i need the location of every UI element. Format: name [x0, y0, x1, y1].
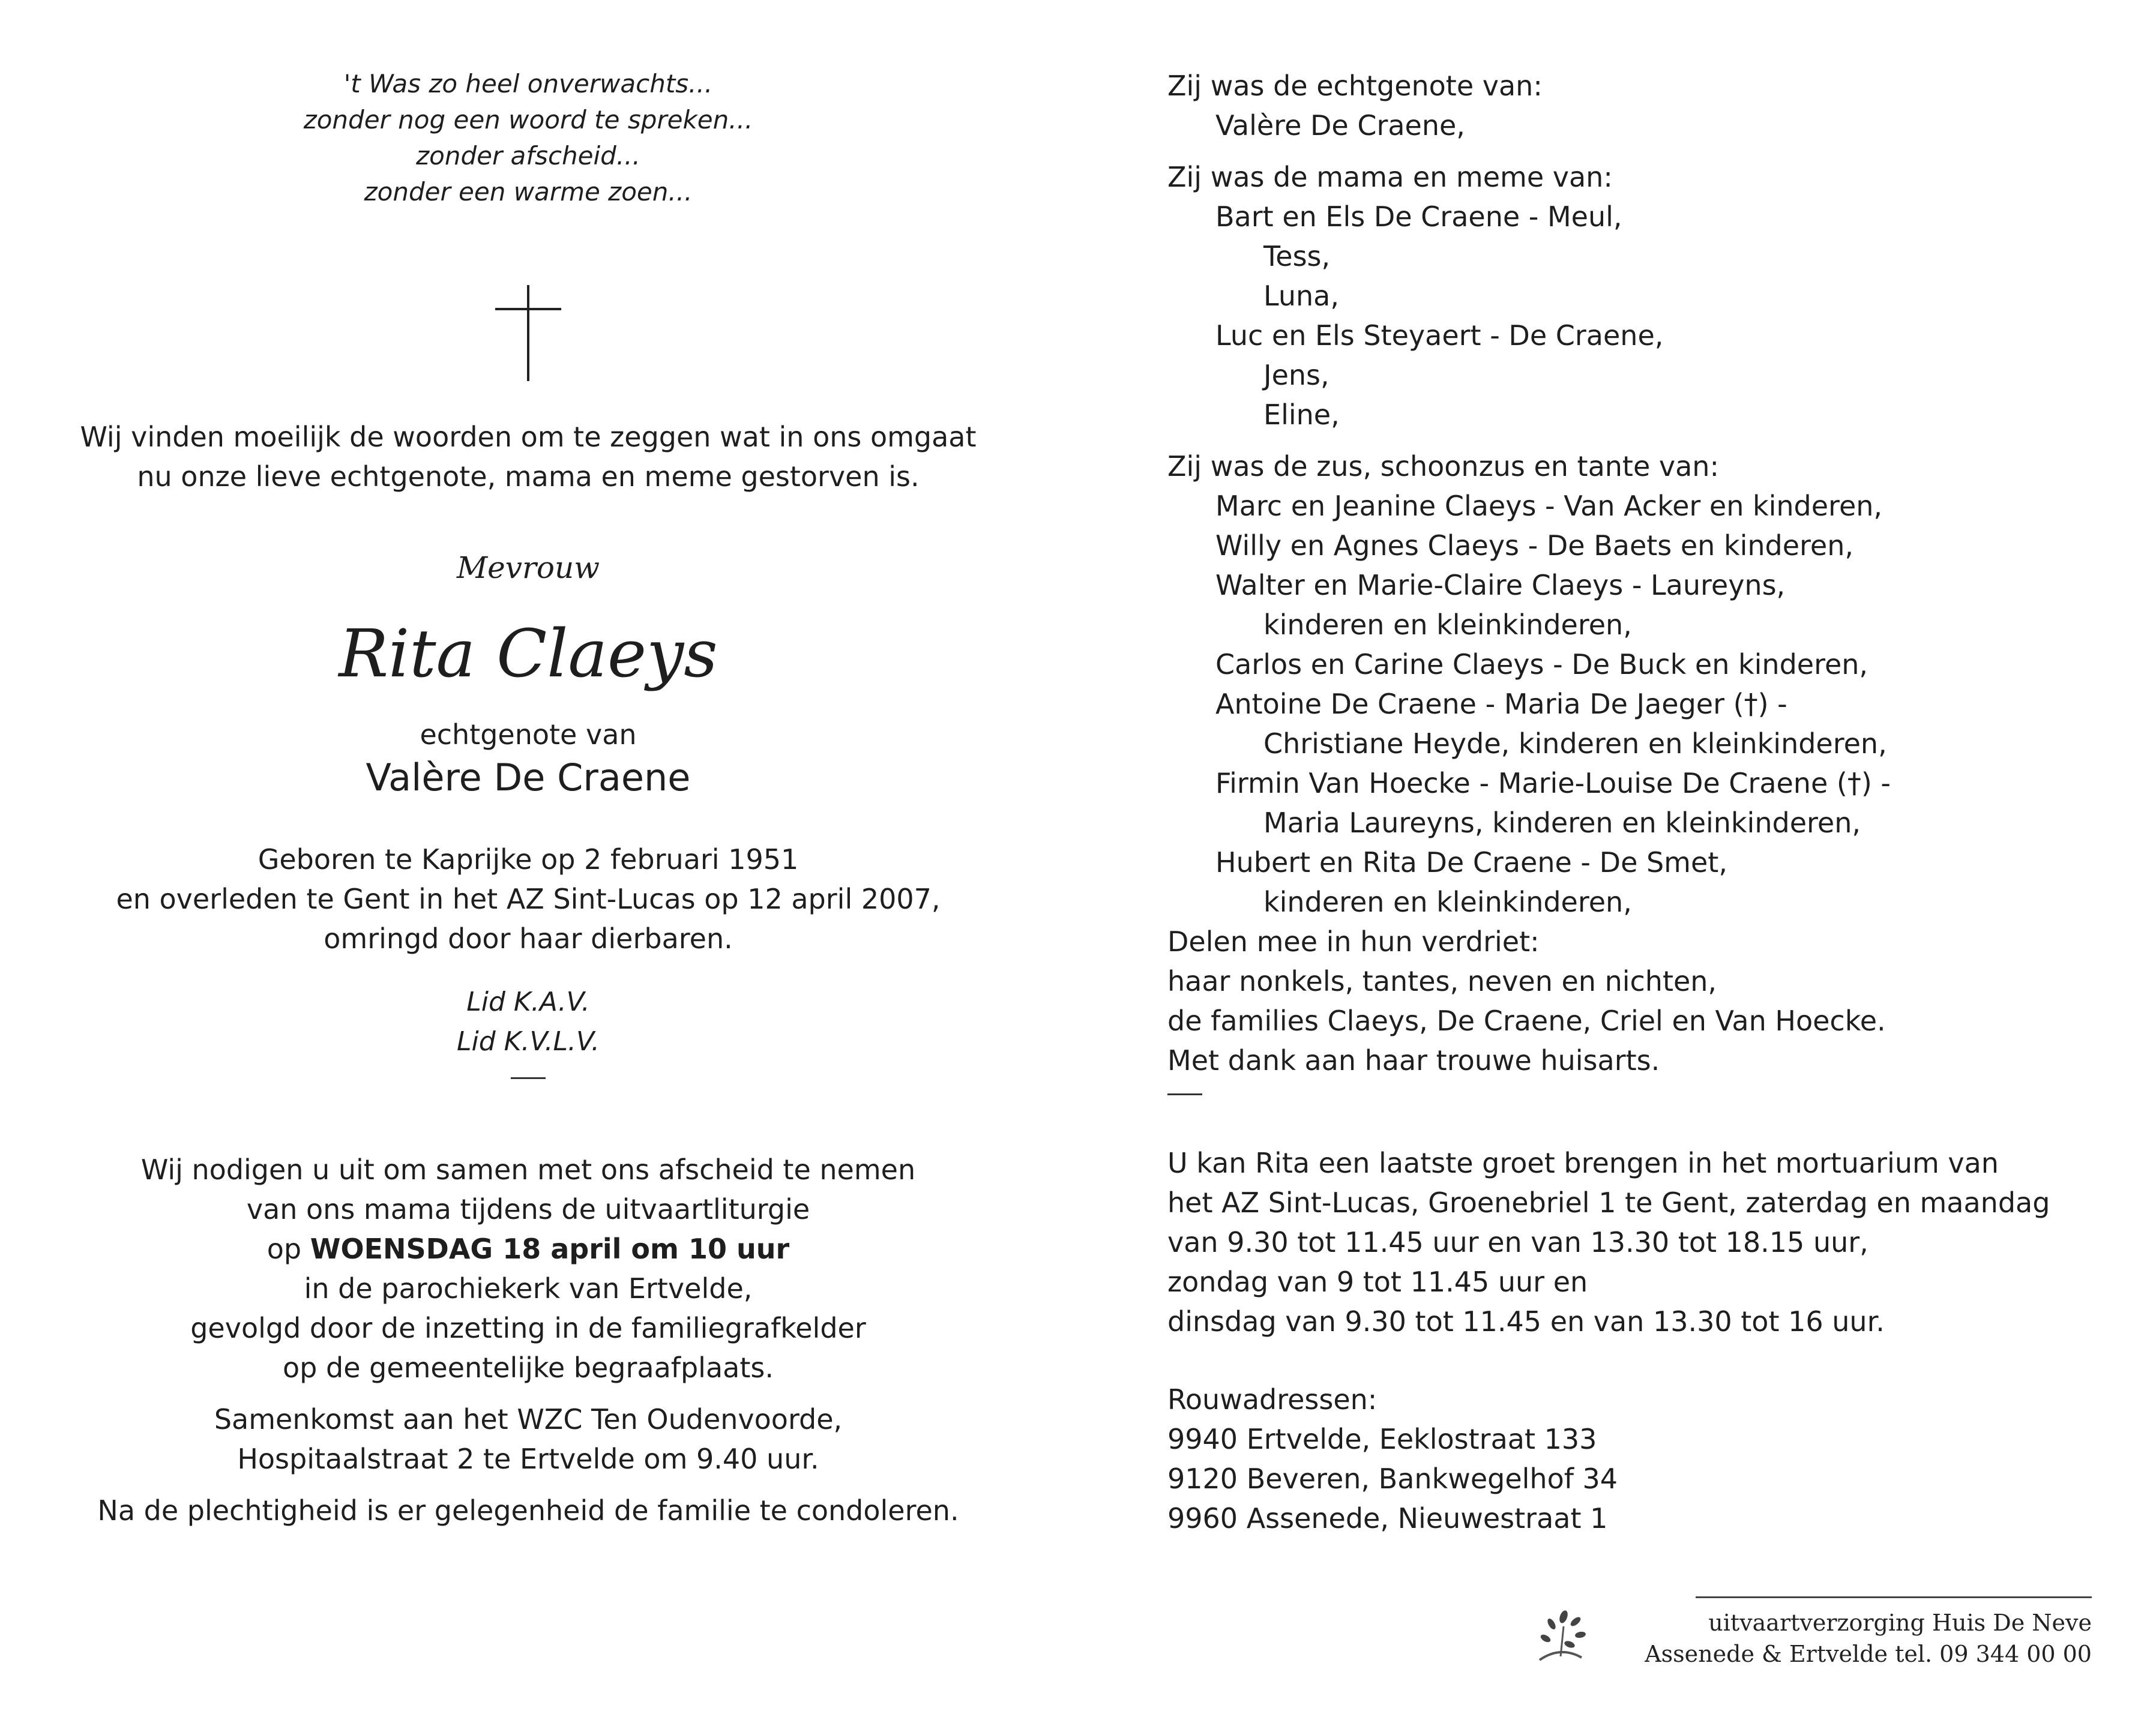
share-heading: Delen mee in hun verdriet:: [1167, 925, 1540, 958]
child-entry: Luc en Els Steyaert - De Craene,: [1215, 319, 1664, 352]
sibling-entry-cont: kinderen en kleinkinderen,: [1263, 886, 1632, 918]
children-heading: Zij was de mama en meme van:: [1167, 161, 1613, 193]
invite-line: in de parochiekerk van Ertvelde,: [304, 1272, 753, 1305]
poem-line: zonder afscheid...: [416, 141, 640, 170]
funeral-date: WOENSDAG 18 april om 10 uur: [310, 1233, 790, 1265]
child-entry: Bart en Els De Craene - Meul,: [1215, 200, 1622, 233]
address-line: 9960 Assenede, Nieuwestraat 1: [1167, 1502, 1608, 1535]
cross-icon: [492, 285, 564, 381]
life-line: Geboren te Kaprijke op 2 februari 1951: [257, 843, 799, 876]
grandchild-entry: Eline,: [1263, 398, 1340, 431]
life-line: omringd door haar dierbaren.: [324, 922, 733, 955]
siblings-heading: Zij was de zus, schoonzus en tante van:: [1167, 450, 1719, 483]
intro-line: nu onze lieve echtgenote, mama en meme gestorven is.: [137, 460, 920, 493]
share-line: haar nonkels, tantes, neven en nichten,: [1167, 965, 1717, 997]
funeral-home-contact: Assenede & Ertvelde tel. 09 344 00 00: [1645, 1641, 2092, 1667]
address-line: 9940 Ertvelde, Eeklostraat 133: [1167, 1423, 1597, 1455]
sibling-entry-cont: kinderen en kleinkinderen,: [1263, 609, 1632, 641]
poem-line: zonder nog een woord te spreken...: [303, 105, 753, 134]
visit-line: zondag van 9 tot 11.45 uur en: [1167, 1266, 1588, 1298]
gathering-line: Hospitaalstraat 2 te Ertvelde om 9.40 uur.: [237, 1443, 819, 1475]
honorific: Mevrouw: [456, 550, 600, 585]
left-column: [66, 66, 990, 1530]
visit-line: U kan Rita een laatste groet brengen in het mortuarium van: [1167, 1147, 1999, 1179]
spouse-entry: Valère De Craene,: [1215, 109, 1465, 142]
invite-prefix: op: [266, 1233, 302, 1265]
address-line: 9120 Beveren, Bankwegelhof 34: [1167, 1463, 1618, 1495]
life-dates: [66, 840, 990, 958]
funeral-invitation: [66, 1150, 990, 1388]
poem-line: 't Was zo heel onverwachts...: [343, 69, 713, 98]
visit-line: van 9.30 tot 11.45 uur en van 13.30 tot 18.15 uur,: [1167, 1226, 1868, 1258]
invite-line: Wij nodigen u uit om samen met ons afscheid te nemen: [140, 1153, 916, 1186]
deceased-name: Rita Claeys: [339, 615, 718, 692]
condolences: Na de plechtigheid is er gelegenheid de familie te condoleren.: [97, 1494, 959, 1527]
spouse-label: echtgenote van: [420, 718, 637, 751]
life-line: en overleden te Gent in het AZ Sint-Lucas op 12 april 2007,: [116, 883, 941, 915]
sibling-entry: Marc en Jeanine Claeys - Van Acker en kinderen,: [1215, 490, 1883, 522]
sibling-entry: Carlos en Carine Claeys - De Buck en kinderen,: [1215, 648, 1868, 681]
invite-line: gevolgd door de inzetting in de familiegrafkelder: [190, 1312, 866, 1344]
sibling-entry: Willy en Agnes Claeys - De Baets en kinderen,: [1215, 529, 1854, 562]
membership-line: Lid K.V.L.V.: [456, 1026, 600, 1057]
grandchild-entry: Jens,: [1263, 359, 1329, 391]
funeral-home-name: uitvaartverzorging Huis De Neve: [1708, 1610, 2092, 1636]
visit-line: het AZ Sint-Lucas, Groenebriel 1 te Gent, zaterdag en maandag: [1167, 1186, 2050, 1219]
sibling-entry-cont: Christiane Heyde, kinderen en kleinkinderen,: [1263, 727, 1887, 760]
footer-rule: [1696, 1596, 2092, 1598]
divider: [1167, 1093, 1202, 1095]
spouse-heading: Zij was de echtgenote van:: [1167, 70, 1543, 102]
invite-line: op de gemeentelijke begraafplaats.: [283, 1352, 774, 1384]
gathering: [66, 1400, 990, 1479]
visitation-info: [1167, 1143, 2104, 1341]
visit-line: dinsdag van 9.30 tot 11.45 en van 13.30 tot 16 uur.: [1167, 1305, 1885, 1338]
sibling-entry: Hubert en Rita De Craene - De Smet,: [1215, 846, 1727, 879]
mourning-addresses: [1167, 1380, 2104, 1538]
grandchild-entry: Luna,: [1263, 280, 1339, 312]
thanks-line: Met dank aan haar trouwe huisarts.: [1167, 1044, 1660, 1077]
intro-text: [66, 417, 990, 496]
grandchild-entry: Tess,: [1263, 240, 1331, 272]
gathering-line: Samenkomst aan het WZC Ten Oudenvoorde,: [214, 1403, 843, 1436]
sibling-entry: Walter en Marie-Claire Claeys - Laureyns,: [1215, 569, 1786, 601]
addresses-heading: Rouwadressen:: [1167, 1383, 1378, 1416]
divider: [511, 1077, 546, 1079]
invite-date-line: [66, 1229, 990, 1269]
poem: [66, 66, 990, 210]
poem-line: zonder een warme zoen...: [364, 177, 693, 206]
funeral-home-info: [1528, 1607, 2092, 1670]
membership-line: Lid K.A.V.: [466, 987, 590, 1017]
memberships: [66, 982, 990, 1062]
intro-line: Wij vinden moeilijk de woorden om te zeggen wat in ons omgaat: [80, 421, 977, 453]
invite-line: van ons mama tijdens de uitvaartliturgie: [246, 1193, 810, 1225]
share-line: de families Claeys, De Craene, Criel en Van Hoecke.: [1167, 1005, 1886, 1037]
sibling-entry: Firmin Van Hoecke - Marie-Louise De Craene (†) -: [1215, 767, 1891, 799]
sibling-entry-cont: Maria Laureyns, kinderen en kleinkinderen,: [1263, 807, 1861, 839]
spouse-name: Valère De Craene: [366, 756, 691, 799]
right-column: [1167, 66, 2104, 1538]
sibling-entry: Antoine De Craene - Maria De Jaeger (†) -: [1215, 688, 1787, 720]
